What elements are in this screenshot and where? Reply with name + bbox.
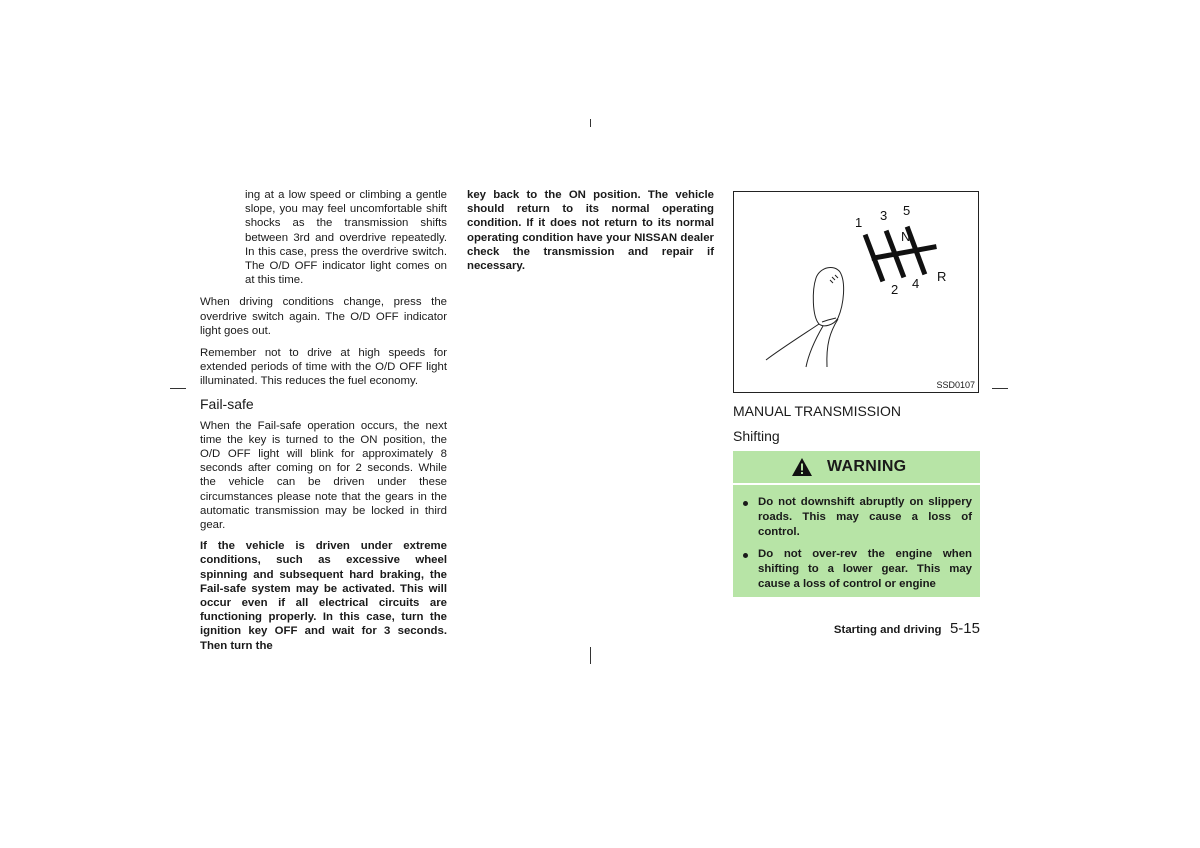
gear-label-3: 3	[880, 208, 888, 223]
crop-mark-left	[170, 388, 186, 389]
gear-label-n: N	[901, 229, 911, 244]
column-1	[200, 188, 447, 653]
gear-label-5: 5	[903, 203, 911, 218]
gear-label-2: 2	[891, 282, 899, 297]
crop-mark-right	[992, 388, 1008, 389]
paragraph-failsafe: When the Fail-safe operation occurs, the next time the key is turned to the ON position, the O/D OFF light will blink for approximately 8 seconds after coming on for 2 seconds. While the vehicle can be driven under these circumstances please note that the gears in the automatic transmission may be locked in third gear.	[200, 419, 447, 532]
section-heading: MANUAL TRANSMISSION	[733, 403, 902, 419]
gear-label-4: 4	[912, 276, 920, 291]
footer-section-title: Starting and driving	[833, 624, 942, 636]
warning-triangle-icon	[791, 457, 813, 477]
warning-divider	[733, 483, 980, 485]
paragraph-key-back: key back to the ON position. The vehicle should return to its normal operating condition. If it does not return to its normal operating condition have your NISSAN dealer check the transmission and repair if necessary.	[467, 189, 714, 273]
figure-code: SSD0107	[936, 380, 975, 390]
gear-label-1: 1	[855, 215, 863, 230]
warning-header	[733, 451, 980, 483]
bullet-dot	[743, 553, 748, 558]
paragraph-fuel-economy: Remember not to drive at high speeds for extended periods of time with the O/D OFF light illuminated. This reduces the fuel economy.	[200, 347, 447, 388]
paragraph-overdrive-again: When driving conditions change, press the overdrive switch again. The O/D OFF indicator light goes out.	[200, 296, 447, 337]
gear-label-r: R	[937, 269, 947, 284]
warning-title: WARNING	[827, 458, 907, 475]
failsafe-heading: Fail-safe	[200, 395, 254, 412]
warning-item-1: Do not downshift abruptly on slippery roads. This may cause a loss of control.	[758, 496, 972, 538]
warning-box	[733, 451, 980, 597]
gear-shift-illustration	[734, 192, 978, 392]
warning-item-2: Do not over-rev the engine when shifting to a lower gear. This may cause a loss of control or engine	[758, 548, 972, 590]
sub-heading-shifting: Shifting	[733, 428, 780, 444]
paragraph-failsafe-bold: If the vehicle is driven under extreme conditions, such as excessive wheel spinning and subsequent hard braking, the Fail-safe system may be activated. This will occur even if all electrical circuits are functioning properly. In this case, turn the ignition key OFF and wait for 3 seconds. Then turn the	[200, 540, 447, 652]
shift-pattern-figure	[733, 191, 979, 393]
page-footer	[780, 620, 980, 638]
crop-mark-bottom	[590, 647, 591, 664]
bullet-dot	[743, 501, 748, 506]
column-2	[467, 188, 714, 273]
paragraph-continued: ing at a low speed or climbing a gentle slope, you may feel uncomfortable shift shocks as the transmission shifts between 3rd and overdrive repeatedly. In this case, press the overdrive switch. The O/D OFF indicator light comes on at this time.	[245, 189, 447, 287]
page-number: 5-15	[949, 620, 980, 637]
crop-mark-top	[590, 119, 591, 127]
